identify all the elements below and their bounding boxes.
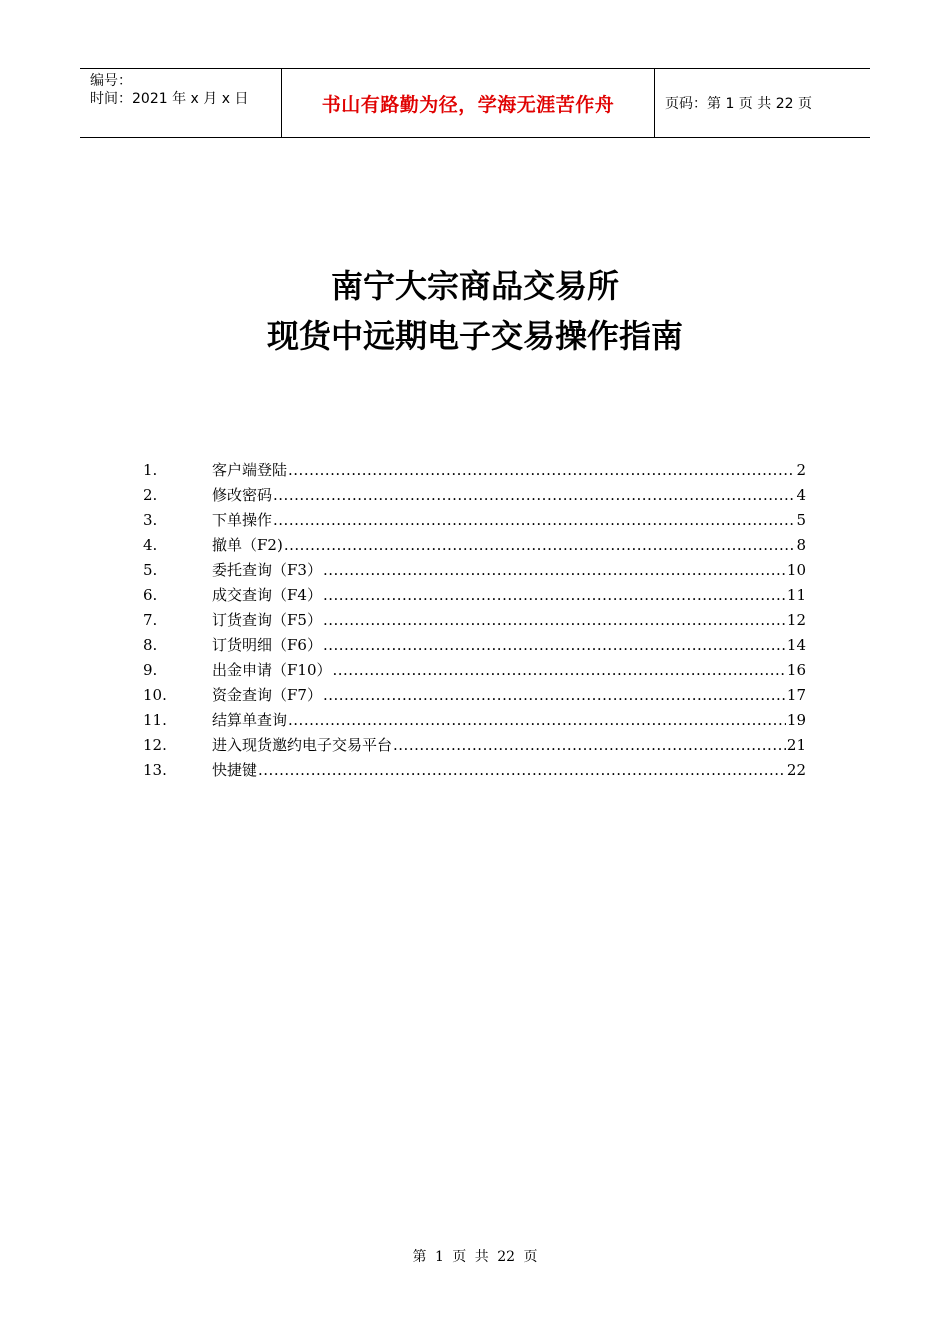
- toc-page: 5: [796, 511, 806, 529]
- toc-number: 9.: [143, 661, 158, 679]
- header-meta: [80, 69, 282, 137]
- toc-number: 2.: [143, 486, 158, 504]
- toc-leader: [288, 708, 786, 733]
- toc-label: 成交查询（F4）: [212, 586, 322, 604]
- toc-number: 5.: [143, 561, 158, 579]
- toc-entry[interactable]: [143, 683, 806, 708]
- toc-label: 出金申请（F10）: [212, 661, 332, 679]
- toc-label: 订货明细（F6）: [212, 636, 322, 654]
- toc-number: 6.: [143, 586, 158, 604]
- toc-number: 12.: [143, 736, 167, 754]
- toc-page: 12: [786, 611, 806, 629]
- table-of-contents: [143, 458, 806, 783]
- toc-leader: [323, 683, 786, 708]
- toc-page: 14: [786, 636, 806, 654]
- toc-leader: [284, 533, 796, 558]
- document-title-line2: 现货中远期电子交易操作指南: [266, 317, 683, 355]
- toc-label: 客户端登陆: [212, 461, 288, 479]
- toc-page: 4: [796, 486, 806, 504]
- toc-leader: [273, 508, 795, 533]
- toc-page: 19: [786, 711, 806, 729]
- toc-page: 8: [796, 536, 806, 554]
- toc-entry[interactable]: [143, 583, 806, 608]
- toc-leader: [273, 483, 795, 508]
- toc-page: 16: [786, 661, 806, 679]
- toc-entry[interactable]: [143, 483, 806, 508]
- toc-number: 11.: [143, 711, 167, 729]
- toc-label: 进入现货邀约电子交易平台: [212, 736, 393, 754]
- toc-leader: [323, 558, 786, 583]
- toc-entry[interactable]: [143, 633, 806, 658]
- toc-label: 快捷键: [212, 761, 258, 779]
- toc-leader: [258, 758, 786, 783]
- toc-number: 10.: [143, 686, 167, 704]
- header-motto-cell: [282, 69, 655, 137]
- document-title-line1: 南宁大宗商品交易所: [330, 267, 619, 305]
- toc-leader: [333, 658, 786, 683]
- toc-page: 17: [786, 686, 806, 704]
- toc-leader: [323, 633, 786, 658]
- toc-label: 结算单查询: [212, 711, 288, 729]
- toc-page: 21: [786, 736, 806, 754]
- toc-label: 撤单（F2): [212, 536, 283, 554]
- number-label: 编号：: [90, 73, 132, 89]
- toc-entry[interactable]: [143, 758, 806, 783]
- toc-page: 11: [786, 586, 806, 604]
- toc-number: 3.: [143, 511, 158, 529]
- date-label: 时间：2021 年 x 月 x 日: [90, 91, 249, 107]
- toc-page: 10: [786, 561, 806, 579]
- toc-entry[interactable]: [143, 608, 806, 633]
- toc-entry[interactable]: [143, 658, 806, 683]
- toc-leader: [288, 458, 795, 483]
- toc-entry[interactable]: [143, 558, 806, 583]
- header-page-info: 页码：第 1 页 共 22 页: [665, 96, 812, 112]
- toc-label: 下单操作: [212, 511, 273, 529]
- toc-entry[interactable]: [143, 708, 806, 733]
- toc-page: 2: [796, 461, 806, 479]
- toc-entry[interactable]: [143, 458, 806, 483]
- toc-number: 1.: [143, 461, 158, 479]
- toc-number: 7.: [143, 611, 158, 629]
- toc-number: 4.: [143, 536, 158, 554]
- page-footer: 第 1 页 共 22 页: [412, 1249, 538, 1265]
- toc-leader: [323, 583, 786, 608]
- toc-entry[interactable]: [143, 508, 806, 533]
- toc-label: 订货查询（F5）: [212, 611, 322, 629]
- header-motto: 书山有路勤为径，学海无涯苦作舟: [321, 93, 615, 116]
- toc-entry[interactable]: [143, 533, 806, 558]
- toc-leader: [323, 608, 786, 633]
- toc-label: 修改密码: [212, 486, 273, 504]
- toc-entry[interactable]: [143, 733, 806, 758]
- toc-label: 资金查询（F7）: [212, 686, 322, 704]
- toc-number: 13.: [143, 761, 167, 779]
- toc-number: 8.: [143, 636, 158, 654]
- toc-label: 委托查询（F3）: [212, 561, 322, 579]
- page-header: [80, 68, 870, 138]
- toc-page: 22: [786, 761, 806, 779]
- toc-leader: [393, 733, 786, 758]
